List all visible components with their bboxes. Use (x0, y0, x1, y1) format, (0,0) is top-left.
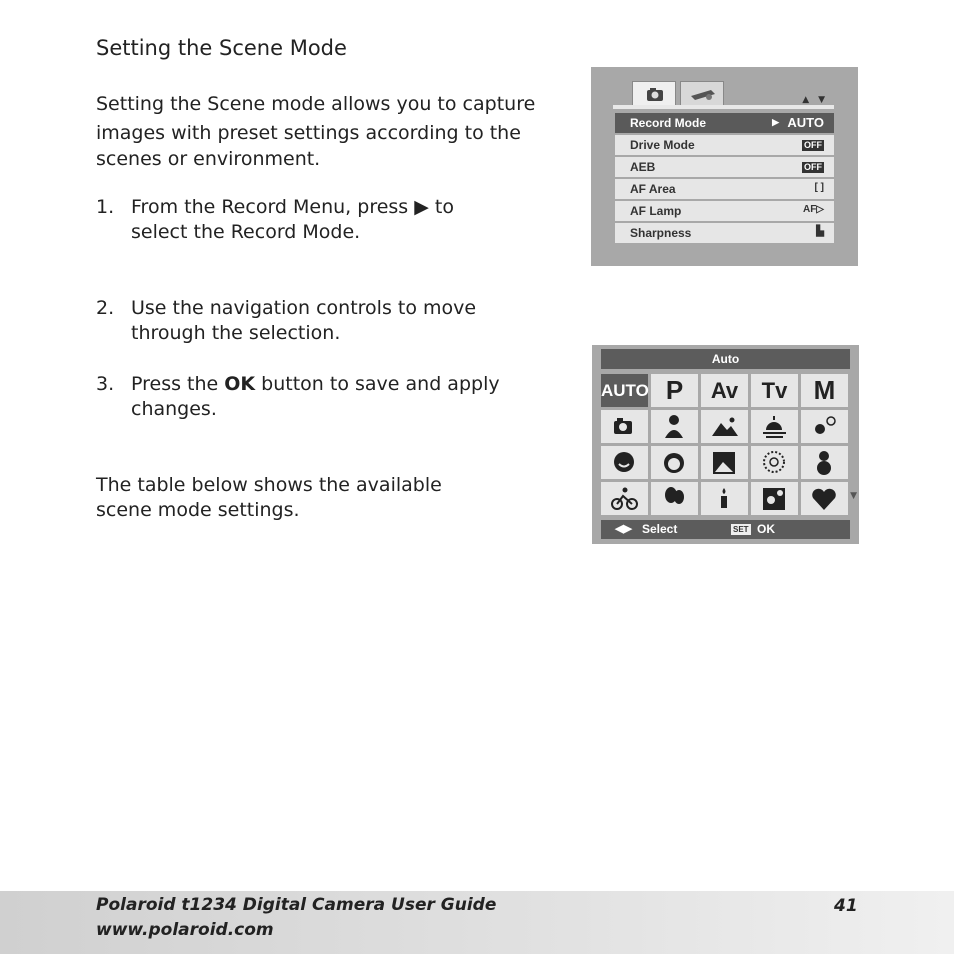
smile-icon[interactable] (601, 446, 648, 479)
baby-icon[interactable] (651, 446, 698, 479)
menu-item-af-area[interactable] (615, 179, 834, 199)
scene-mode-screenshot (592, 345, 859, 544)
menu-item-label: Drive Mode (630, 138, 695, 152)
submenu-arrow-icon: ▶ (772, 117, 779, 127)
candle-icon[interactable] (701, 482, 748, 515)
party-icon[interactable] (651, 482, 698, 515)
af-lamp-icon: AF▷ (802, 204, 824, 215)
menu-item-value: AUTO (787, 115, 824, 130)
soft-skin-icon[interactable] (801, 482, 848, 515)
ok-keyword: OK (224, 373, 256, 395)
menu-item-value: OFF (804, 162, 822, 172)
select-hint: Select (642, 522, 678, 536)
intro-line: scenes or environment. (96, 148, 321, 170)
intro-line: images with preset settings according to the (96, 122, 521, 144)
camera-tab-icon (632, 81, 676, 105)
scene-header: Auto (601, 349, 850, 369)
sunset-icon[interactable] (751, 410, 798, 443)
menu-item-sharpness[interactable] (615, 223, 834, 243)
scene-footer (601, 520, 850, 539)
night-portrait-icon[interactable] (751, 482, 798, 515)
step-line: select the Record Mode. (131, 221, 361, 243)
step-number: 1. (96, 196, 115, 218)
navigate-icon: ◀▶ (615, 523, 632, 535)
setup-tab-icon (680, 81, 724, 105)
menu-item-label: AEB (630, 160, 656, 174)
sharpness-icon: ▙ (816, 226, 824, 237)
intro-line: Setting the Scene mode allows you to capture (96, 93, 536, 115)
camera-icon[interactable] (601, 410, 648, 443)
menu-item-af-lamp[interactable] (615, 201, 834, 221)
menu-item-label: AF Lamp (630, 204, 682, 218)
scene-auto[interactable]: AUTO (601, 374, 648, 407)
menu-item-value: OFF (804, 140, 822, 150)
scene-program[interactable]: P (651, 374, 698, 407)
menu-item-aeb[interactable] (615, 157, 834, 177)
af-area-icon: [ ] (814, 182, 824, 193)
ok-hint: OK (757, 522, 775, 536)
step-line: through the selection. (131, 322, 341, 344)
step-line (131, 372, 571, 397)
snow-icon[interactable] (801, 446, 848, 479)
tab-underline (613, 105, 834, 109)
portrait-icon[interactable] (651, 410, 698, 443)
note-line: The table below shows the available (96, 474, 442, 496)
page-title: Setting the Scene Mode (96, 36, 347, 60)
step-text: button to save and apply (255, 373, 500, 395)
backlight-icon[interactable] (801, 410, 848, 443)
record-menu-list (615, 113, 834, 245)
step-number: 2. (96, 297, 115, 319)
page-number: 41 (834, 896, 858, 916)
menu-item-drive-mode[interactable] (615, 135, 834, 155)
menu-item-record-mode[interactable] (615, 113, 834, 133)
menu-item-label: AF Area (630, 182, 676, 196)
guide-title: Polaroid t1234 Digital Camera User Guide (96, 895, 497, 915)
step-text: Press the (131, 373, 225, 395)
page-footer (0, 891, 954, 954)
scroll-down-icon[interactable]: ▼ (850, 491, 857, 501)
step-number: 3. (96, 373, 115, 395)
set-button-icon: SET (733, 525, 749, 534)
scene-aperture-priority[interactable]: Av (701, 374, 748, 407)
fireworks-icon[interactable] (751, 446, 798, 479)
intro-paragraph (96, 91, 535, 172)
note-line: scene mode settings. (96, 499, 300, 521)
record-menu-screenshot (591, 67, 858, 266)
table-note (96, 473, 442, 523)
sport-icon[interactable] (601, 482, 648, 515)
step-line: changes. (131, 398, 217, 420)
menu-tabs (632, 81, 726, 105)
menu-item-label: Sharpness (630, 226, 692, 240)
scroll-arrows: ▲ ▼ (802, 95, 828, 105)
scene-shutter-priority[interactable]: Tv (751, 374, 798, 407)
website-link[interactable]: www.polaroid.com (96, 920, 274, 940)
frame-icon[interactable] (701, 446, 748, 479)
landscape-icon[interactable] (701, 410, 748, 443)
scene-manual[interactable]: M (801, 374, 848, 407)
step-line: From the Record Menu, press ▶ to (131, 196, 454, 218)
menu-item-label: Record Mode (630, 116, 707, 130)
step-line: Use the navigation controls to move (131, 297, 477, 319)
